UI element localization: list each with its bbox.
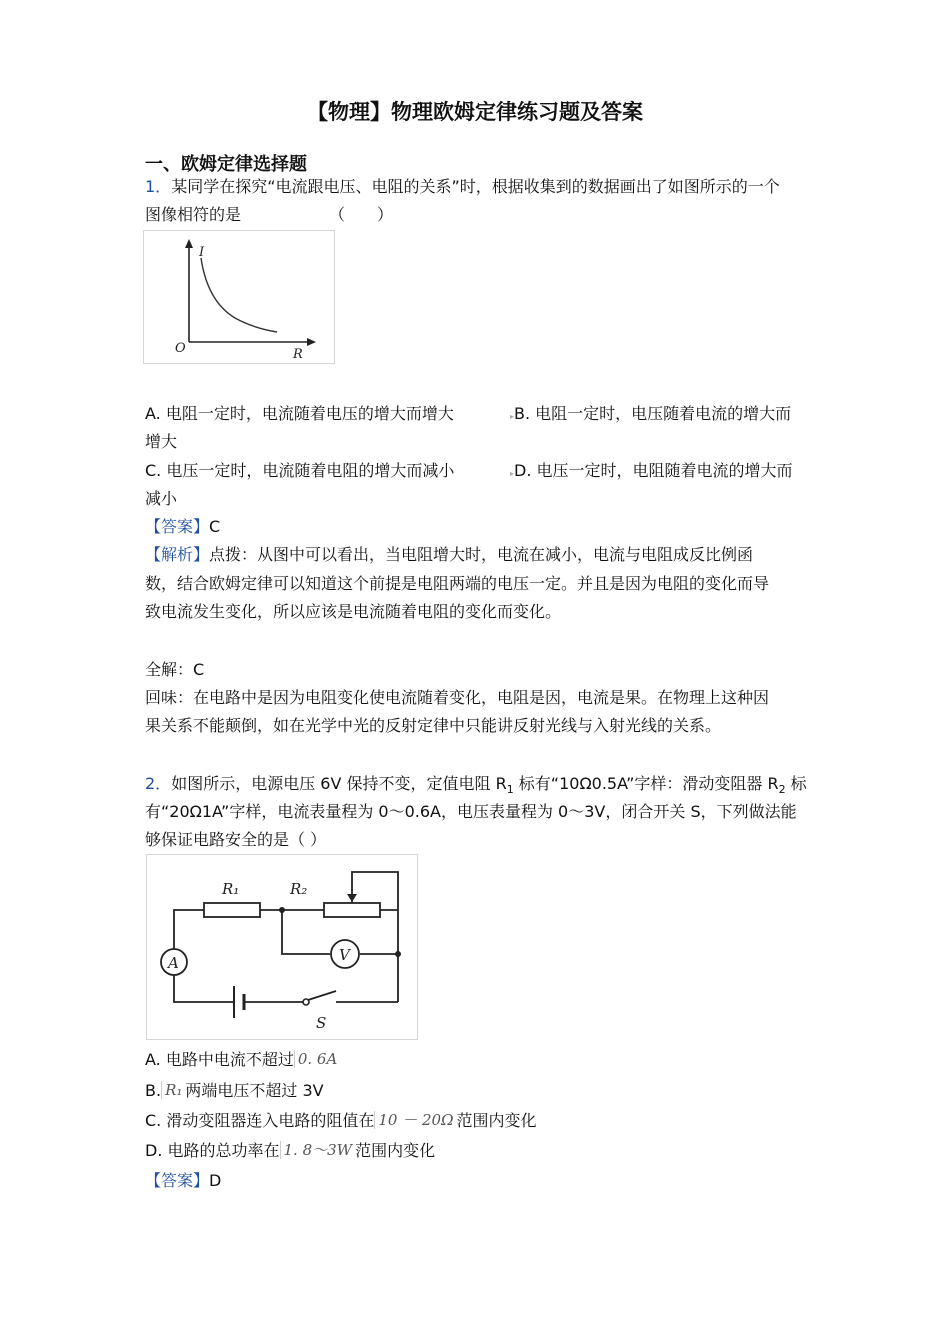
q2-option-d-suffix: 范围内变化 bbox=[355, 1141, 436, 1160]
q1-option-b-text: B. 电阻一定时，电压随着电流的增大而 bbox=[514, 404, 792, 423]
q2-number: 2． bbox=[145, 774, 172, 793]
q1-analysis-line2: 数，结合欧姆定律可以知道这个前提是电阻两端的电压一定。并且是因为电阻的变化而导 bbox=[145, 574, 770, 593]
graph-x-label: R bbox=[293, 347, 303, 362]
q2-answer-tag: 【答案】 bbox=[145, 1171, 210, 1190]
q2-option-b bbox=[145, 1081, 324, 1101]
q2-stem-sub2: 2 bbox=[778, 783, 786, 796]
q2-option-c-math: 10 － 20Ω bbox=[374, 1111, 456, 1129]
section-heading: 一、欧姆定律选择题 bbox=[145, 154, 307, 175]
q2-stem-a: 如图所示，电源电压 6V 保持不变，定值电阻 R bbox=[171, 774, 507, 793]
switch-label: S bbox=[316, 1014, 327, 1032]
q1-option-c: C. 电压一定时，电流随着电阻的增大而减小 bbox=[145, 461, 455, 480]
q2-option-a bbox=[145, 1050, 340, 1070]
q1-stem-line1 bbox=[145, 177, 780, 197]
r2-rheostat bbox=[324, 903, 380, 917]
q2-option-d-math: 1. 8～3W bbox=[280, 1141, 356, 1159]
q2-option-b-math: R₁ bbox=[161, 1081, 185, 1099]
q1-stem-text2: 图像相符的是 bbox=[145, 205, 242, 224]
q1-option-d-text: D. 电压一定时，电阻随着电流的增大而 bbox=[514, 461, 793, 480]
q1-review-line1: 回味：在电路中是因为电阻变化使电流随着变化，电阻是因，电流是果。在物理上这种因 bbox=[145, 688, 770, 707]
q2-option-c-suffix: 范围内变化 bbox=[456, 1111, 537, 1130]
q1-option-d: ▸D. 电压一定时，电阻随着电流的增大而 bbox=[510, 461, 793, 480]
graph-origin-label: O bbox=[175, 341, 186, 356]
q1-analysis-text: 点拨：从图中可以看出，当电阻增大时，电流在减小，电流与电阻成反比例函 bbox=[209, 545, 754, 564]
q2-option-a-text: A. 电路中电流不超过 bbox=[145, 1050, 294, 1069]
q2-stem-line3: 够保证电路安全的是（ ） bbox=[145, 830, 327, 849]
r1-label: R₁ bbox=[222, 880, 240, 898]
q2-answer-value: D bbox=[209, 1171, 222, 1190]
q1-analysis-line1 bbox=[145, 545, 753, 565]
q1-stem-text: 某同学在探究“电流跟电压、电阻的关系”时，根据收集到的数据画出了如图所示的一个 bbox=[171, 177, 780, 196]
q1-option-d-cont: 减小 bbox=[145, 489, 178, 508]
q2-option-d-text: D. 电路的总功率在 bbox=[145, 1141, 280, 1160]
r1-resistor bbox=[204, 903, 260, 917]
q1-answer bbox=[145, 517, 220, 537]
q2-answer bbox=[145, 1171, 221, 1191]
q2-stem-sub1: 1 bbox=[506, 783, 514, 796]
q1-full-solution: 全解：C bbox=[145, 660, 205, 679]
ammeter-label: A bbox=[168, 954, 179, 972]
graph-y-label: I bbox=[199, 245, 205, 260]
q2-option-d bbox=[145, 1141, 435, 1161]
r2-label: R₂ bbox=[290, 880, 308, 898]
q2-stem-line1 bbox=[145, 774, 807, 800]
q1-option-b: ▸B. 电阻一定时，电压随着电流的增大而 bbox=[510, 404, 792, 423]
q2-stem-line2: 有“20Ω1A”字样，电流表量程为 0～0.6A，电压表量程为 0～3V，闭合开关 S，下列做法能 bbox=[145, 802, 797, 821]
q1-stem-line2 bbox=[145, 205, 393, 225]
q2-circuit-diagram bbox=[146, 854, 418, 1040]
q2-option-c bbox=[145, 1111, 537, 1131]
q1-number: 1． bbox=[145, 177, 172, 196]
q1-option-a: A. 电阻一定时，电流随着电压的增大而增大 bbox=[145, 404, 454, 423]
q2-option-b-text: 两端电压不超过 3V bbox=[185, 1081, 324, 1100]
q2-option-b-prefix: B. bbox=[145, 1081, 162, 1100]
q2-stem-c: 标 bbox=[785, 774, 807, 793]
q1-analysis-line3: 致电流发生变化，所以应该是电流随着电阻的变化而变化。 bbox=[145, 602, 562, 621]
q1-option-b-cont: 增大 bbox=[145, 432, 178, 451]
q1-current-resistance-graph bbox=[143, 230, 335, 364]
q1-analysis-tag: 【解析】 bbox=[145, 545, 210, 564]
q1-review-line2: 果关系不能颠倒，如在光学中光的反射定律中只能讲反射光线与入射光线的关系。 bbox=[145, 716, 722, 735]
q1-answer-value: C bbox=[209, 517, 221, 536]
voltmeter-label: V bbox=[339, 946, 350, 964]
q2-option-a-math: 0. 6A bbox=[294, 1050, 340, 1068]
q2-option-c-text: C. 滑动变阻器连入电路的阻值在 bbox=[145, 1111, 375, 1130]
q1-paren: （ ） bbox=[329, 205, 394, 224]
q2-stem-b: 标有“10Ω0.5A”字样：滑动变阻器 R bbox=[513, 774, 779, 793]
q1-answer-tag: 【答案】 bbox=[145, 517, 210, 536]
document-title: 【物理】物理欧姆定律练习题及答案 bbox=[307, 100, 643, 124]
